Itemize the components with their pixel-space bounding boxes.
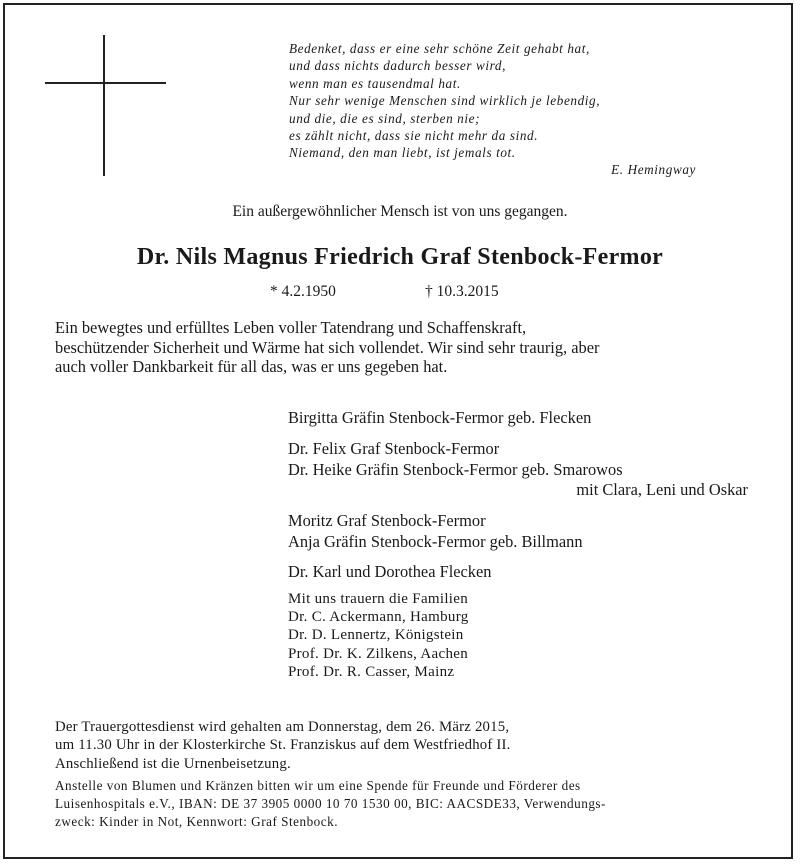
families-list	[288, 590, 469, 681]
family-item: Prof. Dr. K. Zilkens, Aachen	[288, 645, 469, 662]
poem-author: E. Hemingway	[611, 162, 696, 177]
mourner-son: Dr. Felix Graf Stenbock-Fermor	[288, 439, 500, 458]
tribute-line: auch voller Dankbarkeit für all das, was er uns gegeben hat.	[55, 357, 448, 377]
family-item: Prof. Dr. R. Casser, Mainz	[288, 663, 455, 680]
mourner-in-laws: Dr. Karl und Dorothea Flecken	[288, 562, 492, 581]
mourner-daughter-in-law: Dr. Heike Gräfin Stenbock-Fermor geb. Smarowos	[288, 460, 623, 479]
poem-line: und dass nichts dadurch besser wird,	[289, 58, 506, 74]
poem-line: Bedenket, dass er eine sehr schöne Zeit gehabt hat,	[289, 41, 590, 56]
tribute-line: Ein bewegtes und erfülltes Leben voller Tatendrang und Schaffenskraft,	[55, 318, 527, 337]
cross-vertical-bar	[103, 35, 105, 176]
birth-date: * 4.2.1950	[270, 283, 336, 300]
service-line: Anschließend ist die Urnenbeisetzung.	[55, 755, 291, 772]
death-date: † 10.3.2015	[425, 283, 499, 300]
families-heading: Mit uns trauern die Familien	[288, 591, 469, 607]
mourner-grandchildren: mit Clara, Leni und Oskar	[576, 480, 748, 499]
poem-line: Nur sehr wenige Menschen sind wirklich je lebendig,	[289, 93, 601, 109]
poem	[289, 40, 709, 162]
mourner-son: Moritz Graf Stenbock-Fermor	[288, 511, 486, 530]
donation-line: Anstelle von Blumen und Kränzen bitten wir um eine Spende für Freunde und Förderer des	[55, 778, 581, 793]
poem-line: es zählt nicht, dass sie nicht mehr da sind.	[289, 128, 539, 144]
donation-line: zweck: Kinder in Not, Kennwort: Graf Stenbock.	[55, 813, 339, 829]
poem-line: Niemand, den man liebt, ist jemals tot.	[289, 145, 516, 161]
donation-info	[55, 777, 606, 830]
poem-line: und die, die es sind, sterben nie;	[289, 110, 481, 126]
donation-line: Luisenhospitals e.V., IBAN: DE 37 3905 0000 10 70 1530 00, BIC: AACSDE33, Verwendungs-	[55, 795, 606, 811]
service-line: um 11.30 Uhr in der Klosterkirche St. Franziskus auf dem Westfriedhof II.	[55, 737, 511, 754]
cross-horizontal-bar	[45, 82, 166, 84]
service-line: Der Trauergottesdienst wird gehalten am Donnerstag, dem 26. März 2015,	[55, 719, 510, 735]
family-item: Dr. D. Lennertz, Königstein	[288, 627, 464, 644]
service-info	[55, 718, 511, 773]
mourner-daughter-in-law: Anja Gräfin Stenbock-Fermor geb. Billmann	[288, 532, 583, 551]
tribute-text	[55, 318, 775, 377]
deceased-name: Dr. Nils Magnus Friedrich Graf Stenbock-Fermor	[136, 244, 664, 270]
intro-text: Ein außergewöhnlicher Mensch ist von uns gegangen.	[232, 203, 568, 220]
poem-line: wenn man es tausendmal hat.	[289, 75, 461, 91]
tribute-line: beschützender Sicherheit und Wärme hat sich vollendet. Wir sind sehr traurig, aber	[55, 337, 600, 357]
mourner-widow: Birgitta Gräfin Stenbock-Fermor geb. Flecken	[288, 408, 592, 427]
family-item: Dr. C. Ackermann, Hamburg	[288, 609, 469, 626]
